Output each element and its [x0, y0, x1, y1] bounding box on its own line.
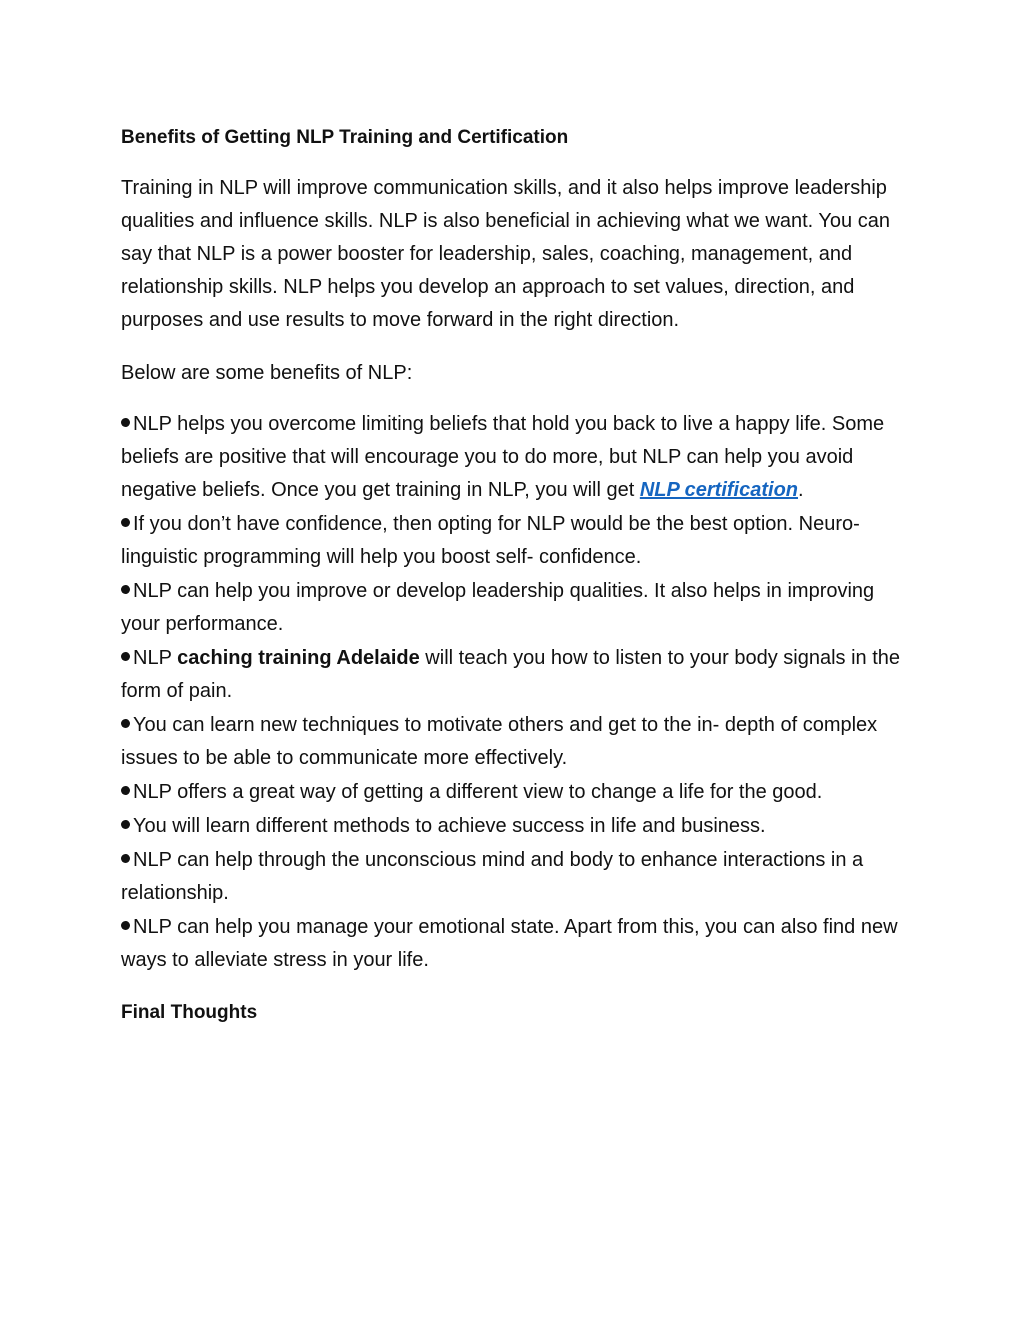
list-item	[121, 844, 911, 910]
list-item	[121, 408, 911, 507]
list-item-text: NLP can help you manage your emotional state. Apart from this, you can also find new ways to alleviate stress in your life.	[121, 916, 898, 971]
bullet-icon	[121, 854, 130, 863]
list-item-text: NLP	[133, 647, 178, 669]
bullet-icon	[121, 820, 130, 829]
list-item	[121, 776, 911, 809]
list-item-text: You will learn different methods to achieve success in life and business.	[133, 815, 766, 837]
list-item-text: If you don’t have confidence, then opting for NLP would be the best option. Neuro-linguistic programming will help you boost self- confidence.	[121, 513, 860, 568]
nlp-certification-link[interactable]: NLP certification	[639, 479, 799, 501]
list-item	[121, 642, 911, 708]
list-item	[121, 508, 911, 574]
benefits-list	[121, 408, 911, 977]
list-item-text: NLP helps you overcome limiting beliefs that hold you back to live a happy life. Some beliefs are positive that will encourage you to do more, but NLP can help you avoid negative beliefs. Once you get training in NLP, you will get	[121, 413, 885, 501]
section-heading: Benefits of Getting NLP Training and Certification	[121, 127, 569, 148]
final-thoughts-heading: Final Thoughts	[121, 1002, 258, 1023]
list-item	[121, 911, 911, 977]
bullet-icon	[121, 719, 130, 728]
bullet-icon	[121, 786, 130, 795]
list-item-text: will teach you how to listen to your body signals in the form of pain.	[121, 647, 901, 702]
bold-keyword: caching training Adelaide	[177, 647, 420, 669]
bullet-icon	[121, 418, 130, 427]
bullet-icon	[121, 652, 130, 661]
list-item	[121, 575, 911, 641]
list-item	[121, 810, 911, 843]
bullet-icon	[121, 921, 130, 930]
list-item	[121, 709, 911, 775]
bullet-icon	[121, 585, 130, 594]
benefits-intro: Below are some benefits of NLP:	[121, 362, 413, 384]
intro-paragraph: Training in NLP will improve communication skills, and it also helps improve leadership qualities and influence skills. NLP is also beneficial in achieving what we want. You can say that NLP is a power booster for leadership, sales, coaching, management, and relationship skills. NLP helps you develop an approach to set values, direction, and purposes and use results to move forward in the right direction.	[121, 177, 890, 331]
list-item-text: NLP offers a great way of getting a different view to change a life for the good.	[133, 781, 823, 803]
list-item-text: NLP can help you improve or develop leadership qualities. It also helps in improving your performance.	[121, 580, 875, 635]
list-item-text: You can learn new techniques to motivate others and get to the in- depth of complex issues to be able to communicate more effectively.	[121, 714, 878, 769]
document-page	[121, 124, 911, 1027]
list-item-text: .	[798, 479, 804, 501]
list-item-text: NLP can help through the unconscious mind and body to enhance interactions in a relationship.	[121, 849, 864, 904]
bullet-icon	[121, 518, 130, 527]
